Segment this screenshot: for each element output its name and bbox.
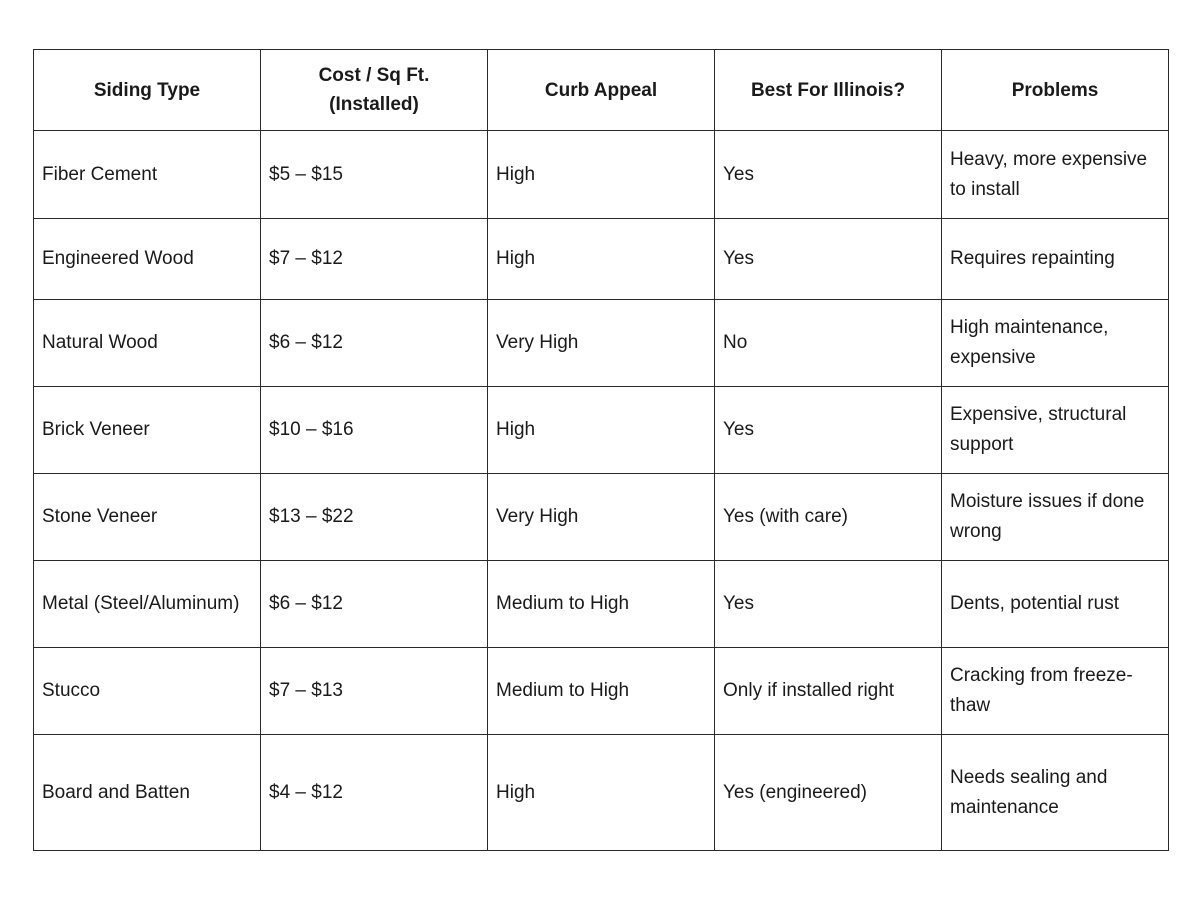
- cell-best-for-illinois: Only if installed right: [715, 648, 942, 735]
- cell-siding-type: Stucco: [34, 648, 261, 735]
- table-row: [34, 219, 1169, 300]
- siding-comparison-table: [33, 49, 1169, 851]
- cell-problems: Requires repainting: [942, 219, 1169, 300]
- cell-problems: High maintenance, expensive: [942, 300, 1169, 387]
- cell-curb-appeal: Medium to High: [488, 648, 715, 735]
- cell-cost: $4 – $12: [261, 735, 488, 851]
- header-siding-type: Siding Type: [34, 50, 261, 131]
- table-row: [34, 300, 1169, 387]
- table-row: [34, 131, 1169, 219]
- cell-problems: Dents, potential rust: [942, 561, 1169, 648]
- cell-curb-appeal: Very High: [488, 474, 715, 561]
- cell-curb-appeal: Medium to High: [488, 561, 715, 648]
- cell-cost: $7 – $13: [261, 648, 488, 735]
- header-cost: Cost / Sq Ft. (Installed): [261, 50, 488, 131]
- cell-problems: Heavy, more expensive to install: [942, 131, 1169, 219]
- cell-best-for-illinois: Yes: [715, 387, 942, 474]
- cell-best-for-illinois: Yes: [715, 561, 942, 648]
- table-header-row: [34, 50, 1169, 131]
- cell-curb-appeal: High: [488, 219, 715, 300]
- cell-siding-type: Brick Veneer: [34, 387, 261, 474]
- cell-best-for-illinois: Yes (with care): [715, 474, 942, 561]
- cell-best-for-illinois: Yes (engineered): [715, 735, 942, 851]
- table-row: [34, 648, 1169, 735]
- cell-cost: $10 – $16: [261, 387, 488, 474]
- cell-cost: $13 – $22: [261, 474, 488, 561]
- cell-cost: $7 – $12: [261, 219, 488, 300]
- table-row: [34, 387, 1169, 474]
- cell-cost: $6 – $12: [261, 561, 488, 648]
- header-problems: Problems: [942, 50, 1169, 131]
- cell-curb-appeal: Very High: [488, 300, 715, 387]
- cell-siding-type: Board and Batten: [34, 735, 261, 851]
- cell-problems: Expensive, structural support: [942, 387, 1169, 474]
- cell-curb-appeal: High: [488, 735, 715, 851]
- header-best-for-illinois: Best For Illinois?: [715, 50, 942, 131]
- cell-problems: Needs sealing and maintenance: [942, 735, 1169, 851]
- cell-best-for-illinois: Yes: [715, 219, 942, 300]
- table-row: [34, 561, 1169, 648]
- cell-best-for-illinois: No: [715, 300, 942, 387]
- header-curb-appeal: Curb Appeal: [488, 50, 715, 131]
- cell-siding-type: Engineered Wood: [34, 219, 261, 300]
- cell-problems: Cracking from freeze-thaw: [942, 648, 1169, 735]
- cell-curb-appeal: High: [488, 131, 715, 219]
- cell-cost: $6 – $12: [261, 300, 488, 387]
- table-row: [34, 474, 1169, 561]
- cell-siding-type: Fiber Cement: [34, 131, 261, 219]
- cell-best-for-illinois: Yes: [715, 131, 942, 219]
- cell-curb-appeal: High: [488, 387, 715, 474]
- cell-siding-type: Stone Veneer: [34, 474, 261, 561]
- table-row: [34, 735, 1169, 851]
- cell-cost: $5 – $15: [261, 131, 488, 219]
- cell-siding-type: Metal (Steel/Aluminum): [34, 561, 261, 648]
- cell-problems: Moisture issues if done wrong: [942, 474, 1169, 561]
- cell-siding-type: Natural Wood: [34, 300, 261, 387]
